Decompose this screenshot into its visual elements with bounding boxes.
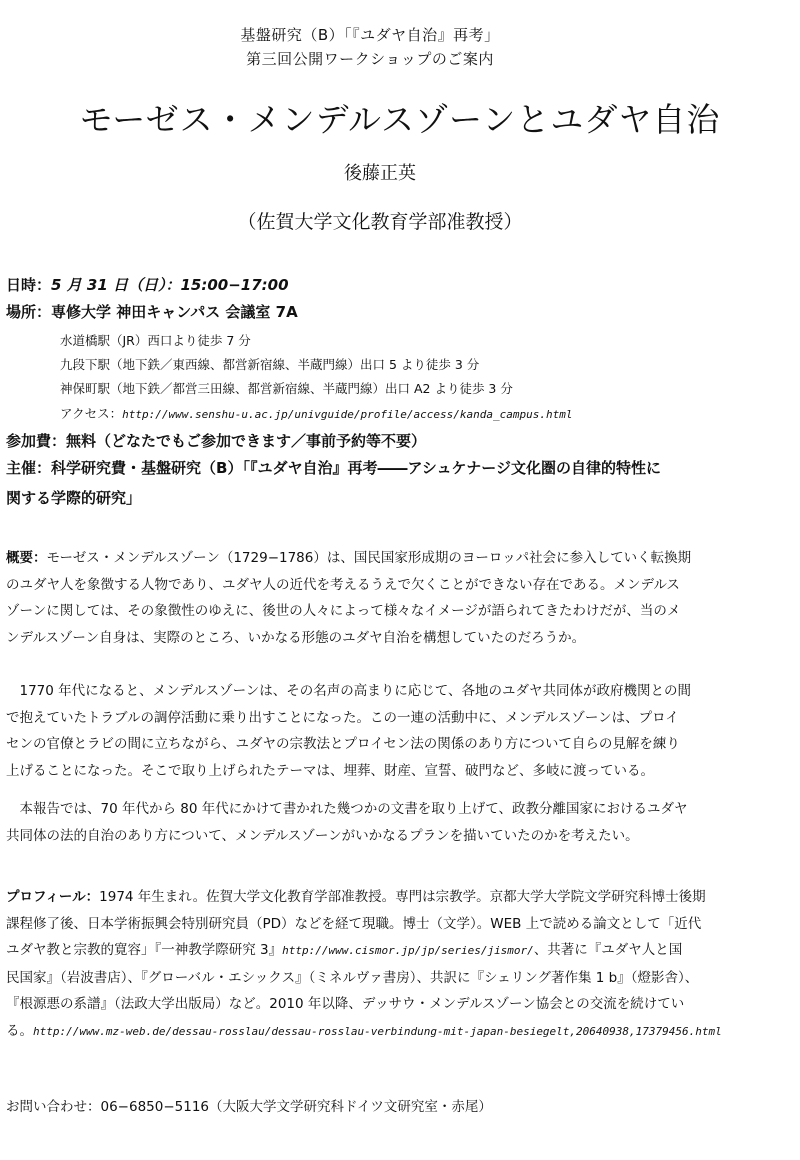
venue-label: 場所：	[6, 303, 52, 321]
abstract-text: センの官僚とラビの間に立ちながら、ユダヤの宗教法とプロイセン法の関係のあり方について自らの見解を練り	[6, 736, 680, 752]
profile-section	[6, 884, 791, 1045]
abstract-text: 本報告では、70 年代から 80 年代にかけて書かれた幾つかの文書を取り上げて、政教分離国家におけるユダヤ	[19, 801, 688, 817]
profile-text: 、共著に『ユダヤ人と国	[533, 942, 683, 958]
abstract-text: 上げることになった。そこで取り上げられたテーマは、埋葬、財産、宣誓、破門など、多岐に渡っている。	[6, 762, 654, 779]
organizer-row	[6, 457, 796, 479]
header-workshop-notice: 第三回公開ワークショップのご案内	[246, 50, 494, 68]
abstract-text: 共同体の法的自治のあり方について、メンデルスゾーンがいかなるプランを描いていたのかを考えたい。	[6, 827, 639, 844]
access-line-2: 九段下駅（地下鉄／東西線、都営新宿線、半蔵門線）出口 5 より徒歩 3 分	[60, 357, 480, 372]
abstract-text: ンデルスゾーン自身は、実際のところ、いかなる形態のユダヤ自治を構想していたのだろうか。	[6, 629, 586, 646]
profile-text: 1974 年生まれ。佐賀大学文化教育学部准教授。専門は宗教学。京都大学大学院文学研究科博士後期	[99, 889, 706, 905]
contact-row	[6, 1096, 492, 1118]
speaker-name: 後藤正英	[344, 163, 416, 184]
access-line-3: 神保町駅（地下鉄／都営三田線、都営新宿線、半蔵門線）出口 A2 より徒歩 3 分	[60, 381, 513, 396]
venue-row	[6, 301, 298, 323]
organizer-label: 主催：	[6, 459, 52, 477]
venue-value: 専修大学 神田キャンパス 会議室 7A	[51, 303, 298, 321]
abstract-text: モーゼス・メンデルスゾーン（1729−1786）は、国民国家形成期のヨーロッパ社会に参入していく転換期	[46, 550, 692, 566]
contact-label: お問い合わせ：	[6, 1099, 101, 1115]
access-line-1: 水道橋駅（JR）西口より徒歩 7 分	[60, 333, 251, 348]
abstract-text: ゾーンに関しては、その象徴性のゆえに、後世の人々によって様々なイメージが語られてきたわけだが、当のメ	[6, 603, 681, 619]
abstract-paragraph-2	[6, 678, 791, 784]
datetime-value: 5 月 31 日（日）：15:00−17:00	[51, 276, 289, 294]
access-url-line	[60, 405, 572, 424]
organizer-line-2: 関する学際的研究」	[6, 489, 142, 507]
abstract-paragraph-3	[6, 796, 791, 849]
fee-row	[6, 430, 426, 452]
abstract-label: 概要：	[6, 550, 47, 566]
abstract-text: のユダヤ人を象徴する人物であり、ユダヤ人の近代を考えるうえで欠くことができない存在である。メンデルス	[6, 576, 680, 593]
profile-text: 課程修了後、日本学術振興会特別研究員（PD）などを経て現職。博士（文学）。WEB 上で読める論文として「近代	[6, 915, 702, 932]
page-title: モーゼス・メンデルスゾーンとユダヤ自治	[79, 100, 721, 139]
header-project-name: 基盤研究（B）「『ユダヤ自治』再考」	[240, 26, 500, 44]
profile-url-mzweb[interactable]: http://www.mz-web.de/dessau-rosslau/dessau-rosslau-verbindung-mit-japan-besiegelt,20640938,17379456.html	[33, 1024, 722, 1038]
organizer-line-1: 科学研究費・基盤研究（B）「『ユダヤ自治』再考――アシュケナージ文化圏の自律的特性に	[51, 459, 661, 477]
abstract-text: 1770 年代になると、メンデルスゾーンは、その名声の高まりに応じて、各地のユダヤ共同体が政府機関との間	[19, 683, 692, 699]
access-label: アクセス：	[60, 406, 123, 421]
profile-text: 『根源悪の系譜』（法政大学出版局）など。2010 年以降、デッサウ・メンデルスゾーン協会との交流を続けてい	[6, 996, 685, 1012]
datetime-label: 日時：	[6, 276, 52, 294]
access-url-link[interactable]: http://www.senshu-u.ac.jp/univguide/profile/access/kanda_campus.html	[122, 408, 573, 421]
datetime-row	[6, 274, 289, 296]
profile-text: 民国家』（岩波書店）、『グローバル・エシックス』（ミネルヴァ書房）、共訳に『シェリング著作集 1 b』（燈影舎）、	[6, 969, 699, 986]
contact-value: 06−6850−5116（大阪大学文学研究科ドイツ文研究室・赤尾）	[100, 1099, 492, 1115]
profile-url-cismor[interactable]: http://www.cismor.jp/jp/series/jismor/	[282, 944, 534, 957]
profile-text: ユダヤ教と宗教的寛容」『一神教学際研究 3』	[6, 942, 283, 958]
profile-label: プロフィール：	[6, 889, 100, 905]
fee-value: 無料（どなたでもご参加できます／事前予約等不要）	[66, 432, 427, 450]
profile-text: る。	[6, 1022, 33, 1039]
abstract-paragraph-1	[6, 545, 791, 651]
speaker-affiliation: （佐賀大学文化教育学部准教授）	[237, 211, 523, 233]
abstract-text: で抱えていたトラブルの調停活動に乗り出すことになった。この一連の活動中に、メンデルスゾーンは、プロイ	[6, 709, 679, 726]
fee-label: 参加費：	[6, 432, 67, 450]
